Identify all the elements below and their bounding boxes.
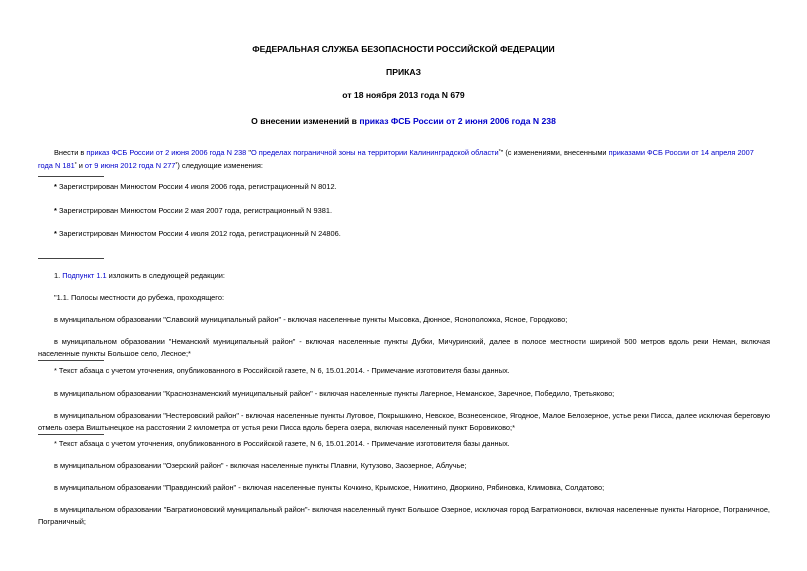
footnote-separator: [38, 434, 104, 435]
municipality-paragraph: в муниципальном образовании "Неманский муниципальный район" - включая населенные пункты Дубки, Мичуринский, далее в полосе местности шириной 500 метров вдоль реки Неман, включая населенные пункты Большое село, Лесное;*: [38, 337, 770, 358]
footnote: [38, 181, 770, 193]
subpoint-1-1-link[interactable]: Подпункт 1.1: [62, 271, 107, 280]
intro-paragraph: [38, 146, 770, 172]
intro-text-3: " (с изменениями, внесенными: [500, 148, 609, 157]
section-separator: [38, 258, 104, 259]
correction-note: * Текст абзаца с учетом уточнения, опубликованного в Российской газете, N 6, 15.01.2014. - Примечание изготовителя базы данных.: [54, 366, 510, 375]
footnote: [38, 228, 770, 240]
quote-start-paragraph: "1.1. Полосы местности до рубежа, проходящего:: [54, 293, 224, 302]
title-link[interactable]: приказ ФСБ России от 2 июня 2006 года N 238: [359, 116, 556, 126]
item-text: изложить в следующей редакции:: [106, 271, 225, 280]
intro-text-2: ": [246, 148, 251, 157]
footnote-marker: *: [54, 229, 57, 238]
footnote-marker: *: [54, 206, 57, 215]
title-prefix: О внесении изменений в: [251, 116, 360, 126]
intro-text-1: Внести в: [54, 148, 87, 157]
footnote-ref-1[interactable]: *: [498, 149, 501, 155]
footnote-ref-2[interactable]: *: [74, 162, 77, 168]
date-number-heading: от 18 ноября 2013 года N 679: [342, 90, 465, 100]
municipality-paragraph: в муниципальном образовании "Багратионовский муниципальный район"- включая населенный пункт Большое Озерное, исключая город Багратионовск, включая населенные пункты Нагорное, Пограничное, Пограничный;: [38, 505, 770, 526]
order-277-link[interactable]: от 9 июня 2012 года N 277: [84, 161, 176, 170]
municipality-paragraph: в муниципальном образовании "Нестеровский район" - включая населенные пункты Луговое, Покрышкино, Невское, Вознесенское, Ягодное, Малое Белозерное, устье реки Писса, далее исключая береговую отмель озера Виштынецкое на расстоянии 2 километра от устья реки Писса вдоль берега озера, включая населенный пункт Боровиково;*: [38, 411, 770, 432]
order-238-link[interactable]: приказ ФСБ России от 2 июня 2006 года N 238: [86, 148, 247, 157]
intro-text-5: ) следующие изменения:: [177, 161, 263, 170]
org-heading: ФЕДЕРАЛЬНАЯ СЛУЖБА БЕЗОПАСНОСТИ РОССИЙСКОЙ ФЕДЕРАЦИИ: [252, 44, 555, 54]
doc-type-heading: ПРИКАЗ: [386, 67, 421, 77]
municipality-paragraph: в муниципальном образовании "Правдинский район" - включая населенные пункты Кочкино, Крымское, Никитино, Дворкино, Рябиновка, Климовка, Солдатово;: [54, 483, 605, 492]
footnote-separator: [38, 176, 104, 177]
footnote-ref-3[interactable]: *: [175, 162, 178, 168]
order-title-link[interactable]: О пределах пограничной зоны на территории Калининградской области: [250, 148, 499, 157]
document-title: [0, 116, 807, 126]
item-number: 1.: [54, 271, 63, 280]
footnote-marker: *: [54, 182, 57, 191]
intro-text-4: и: [76, 161, 85, 170]
footnote-text: Зарегистрирован Минюстом России 2 мая 2007 года, регистрационный N 9381.: [56, 206, 333, 215]
municipality-paragraph: в муниципальном образовании "Славский муниципальный район" - включая населенные пункты Мысовка, Дюнное, Ясноположка, Ясное, Городково;: [54, 315, 568, 324]
footnote-text: Зарегистрирован Минюстом России 4 июля 2006 года, регистрационный N 8012.: [56, 182, 337, 191]
footnote-text: Зарегистрирован Минюстом России 4 июля 2012 года, регистрационный N 24806.: [56, 229, 341, 238]
order-181-link[interactable]: приказами ФСБ России от 14 апреля 2007 года N 181: [38, 148, 754, 170]
footnote-separator: [38, 360, 104, 361]
municipality-paragraph: в муниципальном образовании "Озерский район" - включая населенные пункты Плавни, Кутузово, Заозерное, Аблучье;: [54, 461, 467, 470]
item-1-paragraph: [38, 270, 770, 282]
municipality-paragraph: в муниципальном образовании "Краснознаменский муниципальный район" - включая населенные пункты Лагерное, Неманское, Заречное, Победило, Третьяково;: [54, 389, 615, 398]
correction-note: * Текст абзаца с учетом уточнения, опубликованного в Российской газете, N 6, 15.01.2014. - Примечание изготовителя базы данных.: [54, 439, 510, 448]
footnote: [38, 205, 770, 217]
